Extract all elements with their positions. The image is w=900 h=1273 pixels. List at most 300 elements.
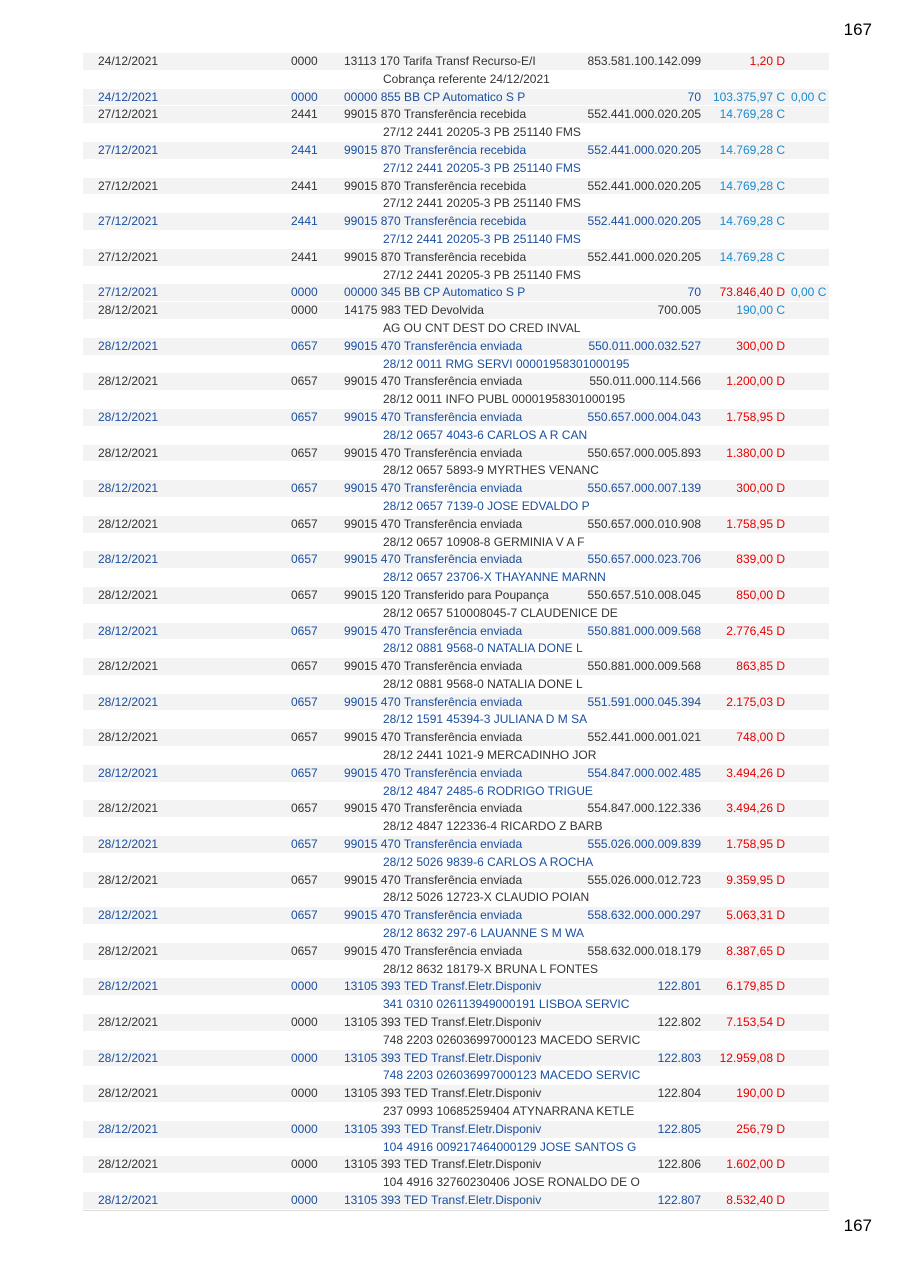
entry-description: AG OU CNT DEST DO CRED INVAL — [383, 320, 581, 335]
entry-history: 99015 870 Transferência recebida — [344, 107, 527, 122]
entry-history: 99015 870 Transferência recebida — [344, 178, 527, 193]
entry-description: 28/12 8632 297-6 LAUANNE S M WA — [383, 926, 584, 941]
entry-description: 28/12 0657 23706-X THAYANNE MARNN — [383, 570, 606, 585]
entry-value: 8.532,40 D — [726, 1193, 785, 1207]
entry-main-line — [83, 1121, 829, 1139]
entry-history: 13105 393 TED Transf.Eletr.Disponiv — [344, 1086, 542, 1101]
entry-date: 28/12/2021 — [98, 623, 159, 638]
entry-document: 550.011.000.032.527 — [588, 338, 701, 353]
entry-description: 28/12 5026 9839-6 CARLOS A ROCHA — [383, 854, 594, 869]
entry-date: 28/12/2021 — [98, 872, 159, 887]
entry-value: 8.387,65 D — [726, 943, 785, 958]
entry-history: 99015 470 Transferência enviada — [344, 943, 523, 958]
statement-entry — [83, 907, 829, 943]
entry-agency: 0000 — [291, 1086, 318, 1101]
entry-date: 28/12/2021 — [98, 1050, 159, 1065]
entry-document: 122.801 — [657, 979, 701, 994]
entry-main-line — [83, 445, 829, 463]
entry-value: 14.769,28 C — [719, 142, 785, 157]
entry-description-line — [83, 195, 829, 213]
entry-description-line — [83, 1032, 829, 1050]
entry-description-line — [83, 818, 829, 836]
entry-document: 122.805 — [657, 1121, 701, 1136]
entry-value: 839,00 D — [736, 552, 785, 567]
entry-description-line — [83, 231, 829, 249]
entry-agency: 0000 — [291, 89, 318, 104]
statement-entry — [83, 1050, 829, 1086]
entry-main-line — [83, 872, 829, 890]
entry-document: 122.806 — [657, 1157, 701, 1172]
entry-description-line — [83, 498, 829, 516]
entry-agency: 0657 — [291, 409, 318, 424]
statement-entry — [83, 872, 829, 908]
entry-main-line — [83, 943, 829, 961]
entry-agency: 0657 — [291, 659, 318, 674]
entry-description: 237 0993 10685259404 ATYNARRANA KETLE — [383, 1104, 635, 1119]
entry-date: 28/12/2021 — [98, 303, 159, 318]
entry-date: 28/12/2021 — [98, 481, 159, 496]
entry-agency: 0657 — [291, 765, 318, 780]
entry-date: 27/12/2021 — [98, 214, 159, 229]
entry-main-line — [83, 142, 829, 160]
entry-description: 27/12 2441 20205-3 PB 251140 FMS — [383, 231, 581, 246]
statement-entry — [83, 1156, 829, 1192]
entry-main-line — [83, 409, 829, 427]
entry-agency: 0657 — [291, 445, 318, 460]
entry-description-line — [83, 356, 829, 374]
entry-value: 1.602,00 D — [726, 1157, 785, 1172]
statement-entry — [83, 409, 829, 445]
entry-agency: 0657 — [291, 481, 318, 496]
entry-main-line — [83, 338, 829, 356]
entry-value: 2.776,45 D — [726, 623, 785, 638]
entry-document: 555.026.000.012.723 — [587, 872, 701, 887]
entry-main-line — [83, 284, 829, 302]
entry-agency: 0657 — [291, 516, 318, 531]
entry-main-line — [83, 106, 829, 124]
entry-description-line — [83, 1067, 829, 1085]
entry-history: 13105 393 TED Transf.Eletr.Disponiv — [344, 1015, 542, 1030]
entry-value: 1.200,00 D — [726, 374, 785, 389]
entry-description: 104 4916 32760230406 JOSE RONALDO DE O — [383, 1175, 640, 1190]
statement-entry — [83, 978, 829, 1014]
entry-description: 28/12 2441 1021-9 MERCADINHO JOR — [383, 748, 597, 763]
entry-date: 27/12/2021 — [98, 285, 159, 300]
entry-history: 13113 170 Tarifa Transf Recurso-E/I — [344, 54, 536, 68]
entry-description-line — [83, 925, 829, 943]
entry-description: 27/12 2441 20205-3 PB 251140 FMS — [383, 196, 581, 211]
statement-entry — [83, 53, 829, 89]
entry-agency: 0657 — [291, 908, 318, 923]
entry-description-line — [83, 267, 829, 285]
entry-history: 99015 470 Transferência enviada — [344, 730, 523, 745]
entry-date: 24/12/2021 — [98, 89, 159, 104]
entry-description-line — [83, 961, 829, 979]
entry-main-line — [83, 213, 829, 231]
entry-date: 28/12/2021 — [98, 1121, 159, 1136]
entry-value: 14.769,28 C — [719, 214, 785, 229]
entry-description: 28/12 0011 RMG SERVI 00001958301000195 — [383, 356, 630, 371]
entry-description-line — [83, 605, 829, 623]
entry-date: 27/12/2021 — [98, 249, 159, 264]
entry-document: 550.657.000.005.893 — [587, 445, 701, 460]
entry-agency: 0000 — [291, 1050, 318, 1065]
statement-entry — [83, 213, 829, 249]
statement-entry — [83, 551, 829, 587]
entry-description-line — [83, 854, 829, 872]
entry-agency: 0000 — [291, 285, 318, 300]
entry-description: 28/12 5026 12723-X CLAUDIO POIAN — [383, 890, 590, 905]
entry-description-line — [83, 569, 829, 587]
entry-history: 13105 393 TED Transf.Eletr.Disponiv — [344, 1121, 542, 1136]
entry-history: 99015 470 Transferência enviada — [344, 445, 523, 460]
entry-document: 554.847.000.122.336 — [587, 801, 701, 816]
entry-description: 28/12 1591 45394-3 JULIANA D M SA — [383, 712, 588, 727]
entry-agency: 0657 — [291, 338, 318, 353]
entry-main-line — [83, 1050, 829, 1068]
entry-document: 550.657.000.004.043 — [587, 409, 701, 424]
entry-agency: 2441 — [291, 249, 318, 264]
entry-description-line — [83, 889, 829, 907]
entry-description-line — [83, 1174, 829, 1192]
entry-document: 555.026.000.009.839 — [587, 837, 701, 852]
statement-entry — [83, 729, 829, 765]
entry-date: 27/12/2021 — [98, 178, 159, 193]
entry-description: 104 4916 009217464000129 JOSE SANTOS G — [383, 1139, 637, 1154]
entry-agency: 0000 — [291, 303, 318, 318]
entry-date: 28/12/2021 — [98, 445, 159, 460]
entry-value: 850,00 D — [736, 587, 785, 602]
entry-main-line — [83, 302, 829, 320]
statement-entry — [83, 338, 829, 374]
entry-document: 552.441.000.020.205 — [587, 107, 701, 122]
entry-agency: 0657 — [291, 837, 318, 852]
entry-value: 256,79 D — [736, 1121, 785, 1136]
entry-description-line — [83, 996, 829, 1014]
entry-history: 99015 870 Transferência recebida — [344, 249, 527, 264]
entry-document: 554.847.000.002.485 — [587, 765, 701, 780]
entry-description-line — [83, 640, 829, 658]
entry-date: 28/12/2021 — [98, 587, 159, 602]
entry-document: 550.657.000.007.139 — [587, 481, 701, 496]
entry-value: 14.769,28 C — [719, 107, 785, 122]
entry-main-line — [83, 373, 829, 391]
entry-value: 3.494,26 D — [726, 801, 785, 816]
entry-description: 28/12 0657 10908-8 GERMINIA V A F — [383, 534, 585, 549]
entry-agency: 2441 — [291, 107, 318, 122]
entry-value: 7.153,54 D — [726, 1015, 785, 1030]
entry-main-line — [83, 516, 829, 534]
entry-value: 14.769,28 C — [719, 178, 785, 193]
entry-date: 27/12/2021 — [98, 142, 159, 157]
page-number-bottom: 167 — [843, 1216, 872, 1235]
entry-document: 552.441.000.020.205 — [587, 178, 701, 193]
entry-description-line — [83, 462, 829, 480]
entry-document: 550.881.000.009.568 — [587, 659, 701, 674]
entry-document: 552.441.000.020.205 — [587, 142, 701, 157]
entry-history: 99015 470 Transferência enviada — [344, 552, 523, 567]
entry-description-line — [83, 534, 829, 552]
entry-value: 190,00 D — [736, 1086, 785, 1101]
entry-value: 3.494,26 D — [726, 765, 785, 780]
entry-document: 70 — [687, 285, 701, 300]
entry-agency: 0000 — [291, 1193, 318, 1207]
entry-balance: 0,00 C — [791, 285, 827, 300]
entry-description: 28/12 0657 510008045-7 CLAUDENICE DE — [383, 605, 618, 620]
entry-value: 1.758,95 D — [726, 837, 785, 852]
entry-main-line — [83, 1014, 829, 1032]
entry-date: 28/12/2021 — [98, 908, 159, 923]
entry-description: 341 0310 026113949000191 LISBOA SERVIC — [383, 997, 630, 1012]
entry-value: 12.959,08 D — [719, 1050, 785, 1065]
entry-history: 00000 345 BB CP Automatico S P — [344, 285, 526, 300]
entry-main-line — [83, 53, 829, 71]
entry-value: 1.380,00 D — [726, 445, 785, 460]
statement-entry — [83, 249, 829, 285]
entry-value: 190,00 C — [736, 303, 785, 318]
statement-entry — [83, 445, 829, 481]
entry-value: 863,85 D — [736, 659, 785, 674]
statement-entry — [83, 694, 829, 730]
entry-main-line — [83, 480, 829, 498]
entry-value: 748,00 D — [736, 730, 785, 745]
entry-date: 28/12/2021 — [98, 979, 159, 994]
entry-description: 28/12 0011 INFO PUBL 00001958301000195 — [383, 392, 626, 407]
entry-date: 28/12/2021 — [98, 1086, 159, 1101]
entry-agency: 0657 — [291, 374, 318, 389]
entry-agency: 0000 — [291, 1121, 318, 1136]
statement-entry — [83, 142, 829, 178]
entry-agency: 0657 — [291, 587, 318, 602]
entry-document: 550.657.000.010.908 — [587, 516, 701, 531]
entry-description: 28/12 0657 4043-6 CARLOS A R CAN — [383, 427, 588, 442]
entry-description: 27/12 2441 20205-3 PB 251140 FMS — [383, 125, 581, 140]
entry-date: 28/12/2021 — [98, 765, 159, 780]
entry-description-line — [83, 1139, 829, 1157]
entry-document: 552.441.000.020.205 — [587, 249, 701, 264]
entry-date: 28/12/2021 — [98, 409, 159, 424]
entry-document: 558.632.000.000.297 — [587, 908, 701, 923]
entry-value: 1,20 D — [749, 54, 785, 68]
statement-entry — [83, 1121, 829, 1157]
entry-history: 99015 470 Transferência enviada — [344, 516, 523, 531]
statement-entry — [83, 800, 829, 836]
entry-value: 73.846,40 D — [719, 285, 785, 300]
entry-agency: 0657 — [291, 623, 318, 638]
entry-agency: 0657 — [291, 872, 318, 887]
statement-entry — [83, 302, 829, 338]
statement-entry — [83, 658, 829, 694]
entry-description-line — [83, 391, 829, 409]
entry-description: 28/12 8632 18179-X BRUNA L FONTES — [383, 961, 599, 976]
entry-description-line — [83, 747, 829, 765]
entry-description-line — [83, 71, 829, 89]
entry-main-line — [83, 89, 829, 107]
entry-document: 70 — [687, 89, 701, 104]
entry-description-line — [83, 783, 829, 801]
entry-history: 13105 393 TED Transf.Eletr.Disponiv — [344, 1050, 542, 1065]
entry-description-line — [83, 124, 829, 142]
entry-history: 14175 983 TED Devolvida — [344, 303, 484, 318]
entry-main-line — [83, 800, 829, 818]
entry-document: 551.591.000.045.394 — [587, 694, 701, 709]
entry-agency: 0657 — [291, 694, 318, 709]
entry-history: 99015 120 Transferido para Poupança — [344, 587, 549, 602]
statement-entry — [83, 89, 829, 107]
entry-history: 99015 470 Transferência enviada — [344, 694, 523, 709]
entry-date: 28/12/2021 — [98, 1015, 159, 1030]
statement-entry — [83, 106, 829, 142]
page-number-top: 167 — [843, 20, 872, 39]
entry-history: 99015 470 Transferência enviada — [344, 908, 523, 923]
entry-main-line — [83, 178, 829, 196]
entry-history: 13105 393 TED Transf.Eletr.Disponiv — [344, 1193, 542, 1207]
entry-description: 27/12 2441 20205-3 PB 251140 FMS — [383, 267, 581, 282]
entry-main-line — [83, 978, 829, 996]
entry-document: 122.807 — [657, 1193, 701, 1207]
entry-document: 552.441.000.001.021 — [587, 730, 701, 745]
entry-value: 9.359,95 D — [726, 872, 785, 887]
entry-agency: 0000 — [291, 1157, 318, 1172]
entry-value: 300,00 D — [736, 338, 785, 353]
entry-document: 122.803 — [657, 1050, 701, 1065]
entry-description: 28/12 4847 122336-4 RICARDO Z BARB — [383, 819, 603, 834]
entry-agency: 0657 — [291, 552, 318, 567]
entry-date: 28/12/2021 — [98, 943, 159, 958]
entry-history: 99015 870 Transferência recebida — [344, 214, 527, 229]
entry-description: 28/12 0881 9568-0 NATALIA DONE L — [383, 676, 583, 691]
entry-description-line — [83, 160, 829, 178]
entry-date: 28/12/2021 — [98, 1157, 159, 1172]
entry-history: 13105 393 TED Transf.Eletr.Disponiv — [344, 1157, 542, 1172]
entry-document: 550.011.000.114.566 — [589, 374, 701, 389]
entry-date: 28/12/2021 — [98, 1193, 159, 1207]
entry-description-line — [83, 1103, 829, 1121]
entry-date: 28/12/2021 — [98, 374, 159, 389]
entry-agency: 2441 — [291, 142, 318, 157]
entry-main-line — [83, 1085, 829, 1103]
entry-value: 1.758,95 D — [726, 516, 785, 531]
entry-date: 28/12/2021 — [98, 338, 159, 353]
entry-history: 99015 470 Transferência enviada — [344, 872, 523, 887]
entry-description: 28/12 0657 7139-0 JOSE EDVALDO P — [383, 498, 590, 513]
entry-date: 28/12/2021 — [98, 516, 159, 531]
entry-description: 27/12 2441 20205-3 PB 251140 FMS — [383, 160, 581, 175]
entry-agency: 2441 — [291, 214, 318, 229]
entry-main-line — [83, 551, 829, 569]
entry-history: 00000 855 BB CP Automatico S P — [344, 89, 526, 104]
statement-entry — [83, 623, 829, 659]
entry-description: 748 2203 026036997000123 MACEDO SERVIC — [383, 1068, 641, 1083]
entry-agency: 0657 — [291, 730, 318, 745]
entry-document: 853.581.100.142.099 — [587, 54, 701, 68]
entry-description-line — [83, 427, 829, 445]
entry-document: 550.657.510.008.045 — [587, 587, 701, 602]
entry-description: Cobrança referente 24/12/2021 — [383, 71, 550, 86]
entry-agency: 0000 — [291, 1015, 318, 1030]
entry-main-line — [83, 1192, 829, 1210]
statement-entry — [83, 178, 829, 214]
entry-history: 99015 470 Transferência enviada — [344, 837, 523, 852]
entry-history: 99015 470 Transferência enviada — [344, 659, 523, 674]
entry-description: 748 2203 026036997000123 MACEDO SERVIC — [383, 1032, 641, 1047]
entry-description: 28/12 0881 9568-0 NATALIA DONE L — [383, 641, 583, 656]
entry-balance: 0,00 C — [791, 89, 827, 104]
entry-agency: 0000 — [291, 979, 318, 994]
statement-entry — [83, 943, 829, 979]
entry-description-line — [83, 711, 829, 729]
statement-entry — [83, 284, 829, 302]
entry-value: 6.179,85 D — [726, 979, 785, 994]
entry-main-line — [83, 765, 829, 783]
entry-value: 300,00 D — [736, 481, 785, 496]
statement-entry — [83, 1192, 829, 1210]
entry-date: 28/12/2021 — [98, 659, 159, 674]
entry-main-line — [83, 658, 829, 676]
entry-date: 28/12/2021 — [98, 837, 159, 852]
entry-date: 28/12/2021 — [98, 694, 159, 709]
entry-description: 28/12 0657 5893-9 MYRTHES VENANC — [383, 463, 599, 478]
entry-history: 99015 470 Transferência enviada — [344, 374, 523, 389]
table-bottom-divider — [83, 1210, 829, 1211]
statement-entry — [83, 516, 829, 552]
entry-main-line — [83, 587, 829, 605]
entry-date: 24/12/2021 — [98, 54, 159, 68]
entry-value: 5.063,31 D — [726, 908, 785, 923]
entry-value: 103.375,97 C — [712, 89, 785, 104]
statement-entry — [83, 765, 829, 801]
entry-history: 99015 870 Transferência recebida — [344, 142, 527, 157]
entry-document: 122.804 — [657, 1086, 701, 1101]
entry-agency: 0000 — [291, 54, 318, 68]
entry-date: 28/12/2021 — [98, 801, 159, 816]
entry-history: 99015 470 Transferência enviada — [344, 765, 523, 780]
entry-document: 700.005 — [657, 303, 701, 318]
entry-main-line — [83, 623, 829, 641]
entry-document: 550.657.000.023.706 — [587, 552, 701, 567]
statement-entry — [83, 587, 829, 623]
statement-entry — [83, 1014, 829, 1050]
entry-date: 28/12/2021 — [98, 552, 159, 567]
entry-main-line — [83, 1156, 829, 1174]
entry-value: 1.758,95 D — [726, 409, 785, 424]
entry-main-line — [83, 694, 829, 712]
entry-history: 13105 393 TED Transf.Eletr.Disponiv — [344, 979, 542, 994]
entry-value: 2.175,03 D — [726, 694, 785, 709]
entry-agency: 0657 — [291, 801, 318, 816]
statement-entry — [83, 1085, 829, 1121]
entry-main-line — [83, 836, 829, 854]
entry-agency: 2441 — [291, 178, 318, 193]
entry-value: 14.769,28 C — [719, 249, 785, 264]
entry-document: 558.632.000.018.179 — [587, 943, 701, 958]
entry-history: 99015 470 Transferência enviada — [344, 338, 523, 353]
entry-history: 99015 470 Transferência enviada — [344, 409, 523, 424]
statement-entries — [83, 53, 829, 1211]
entry-description: 28/12 4847 2485-6 RODRIGO TRIGUE — [383, 783, 593, 798]
entry-main-line — [83, 249, 829, 267]
entry-date: 27/12/2021 — [98, 107, 159, 122]
entry-main-line — [83, 907, 829, 925]
statement-entry — [83, 836, 829, 872]
entry-history: 99015 470 Transferência enviada — [344, 481, 523, 496]
entry-description-line — [83, 320, 829, 338]
statement-entry — [83, 480, 829, 516]
entry-history: 99015 470 Transferência enviada — [344, 623, 523, 638]
entry-document: 122.802 — [657, 1015, 701, 1030]
entry-history: 99015 470 Transferência enviada — [344, 801, 523, 816]
entry-agency: 0657 — [291, 943, 318, 958]
